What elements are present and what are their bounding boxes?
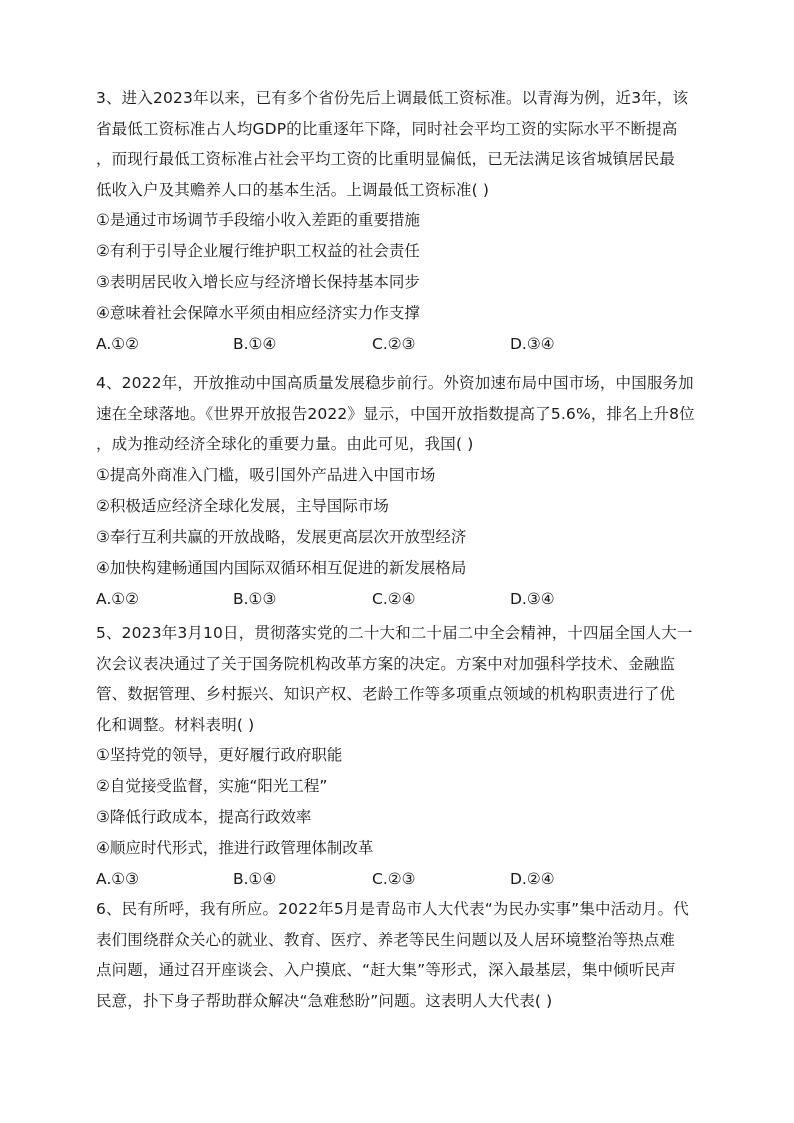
statement-3: ③降低行政成本，提高行政效率 (96, 808, 312, 826)
question-stem: 3、进入2023年以来，已有多个省份先后上调最低工资标准。以青海为例，近3年，该 省最低工资标准占人均GDP的比重逐年下降，同时社会平均工资的实际水平不断提高 ，而现行最低工资标准占社会平均工资的比重明显偏低，已无法满足该省城镇居民最 低收入户及其赡养人口的基本生活。上调最低工资标准( ) (96, 89, 689, 199)
statement-1: ①坚持党的领导，更好履行政府职能 (96, 746, 343, 764)
choice-a[interactable]: A.①③ (96, 870, 140, 888)
statement-1: ①是通过市场调节手段缩小收入差距的重要措施 (96, 211, 420, 229)
statement-2: ②有利于引导企业履行维护职工权益的社会责任 (96, 242, 420, 260)
choice-b[interactable]: B.①④ (233, 870, 277, 888)
choice-d[interactable]: D.③④ (510, 589, 555, 608)
choice-a[interactable]: A.①② (96, 335, 140, 353)
question-stem: 4、2022年，开放推动中国高质量发展稳步前行。外资加速布局中国市场，中国服务加 速在全球落地。《世界开放报告2022》显示，中国开放指数提高了5.6%，排名上升8位 ，成为推动经济全球化的重要力量。由此可见，我国( ) (96, 374, 695, 453)
statement-3: ③奉行互利共赢的开放战略，发展更高层次开放型经济 (96, 527, 467, 546)
statement-2: ②积极适应经济全球化发展，主导国际市场 (96, 496, 389, 515)
statement-4: ④加快构建畅通国内国际双循环相互促进的新发展格局 (96, 558, 467, 577)
choice-c[interactable]: C.②③ (372, 870, 416, 888)
choice-d[interactable]: D.②④ (510, 870, 555, 888)
question-stem: 5、2023年3月10日，贯彻落实党的二十大和二十届二中全会精神，十四届全国人大一 次会议表决通过了关于国务院机构改革方案的决定。方案中对加强科学技术、金融监 管、数据管理、乡村振兴、知识产权、老龄工作等多项重点领域的机构职责进行了优 化和调整。材料表明( ) (96, 624, 693, 734)
statement-2: ②自觉接受监督，实施“阳光工程” (96, 777, 328, 795)
choice-b[interactable]: B.①③ (233, 589, 277, 608)
choice-a[interactable]: A.①② (96, 589, 140, 608)
question-5 (96, 618, 716, 895)
question-3 (96, 83, 716, 360)
answer-choices (96, 864, 716, 895)
choice-b[interactable]: B.①④ (233, 335, 277, 353)
statement-3: ③表明居民收入增长应与经济增长保持基本同步 (96, 273, 420, 291)
question-stem: 6、民有所呼，我有所应。2022年5月是青岛市人大代表“为民办实事”集中活动月。代 表们围绕群众关心的就业、教育、医疗、养老等民生问题以及人居环境整治等热点难 点问题，通过召开座谈会、入户摸底、“赶大集”等形式，深入最基层，集中倾听民声 民意，扑下身子帮助群众解决“急难愁盼”问题。这表明人大代表( ) (96, 900, 689, 1010)
question-6 (96, 894, 716, 1016)
choice-c[interactable]: C.②④ (372, 589, 416, 608)
choice-c[interactable]: C.②③ (372, 335, 416, 353)
statement-1: ①提高外商准入门槛，吸引国外产品进入中国市场 (96, 465, 436, 484)
statement-4: ④意味着社会保障水平须由相应经济实力作支撑 (96, 304, 420, 322)
choice-d[interactable]: D.③④ (510, 335, 555, 353)
question-4 (96, 368, 716, 615)
answer-choices (96, 329, 716, 360)
answer-choices (96, 584, 716, 615)
statement-4: ④顺应时代形式，推进行政管理体制改革 (96, 839, 374, 857)
